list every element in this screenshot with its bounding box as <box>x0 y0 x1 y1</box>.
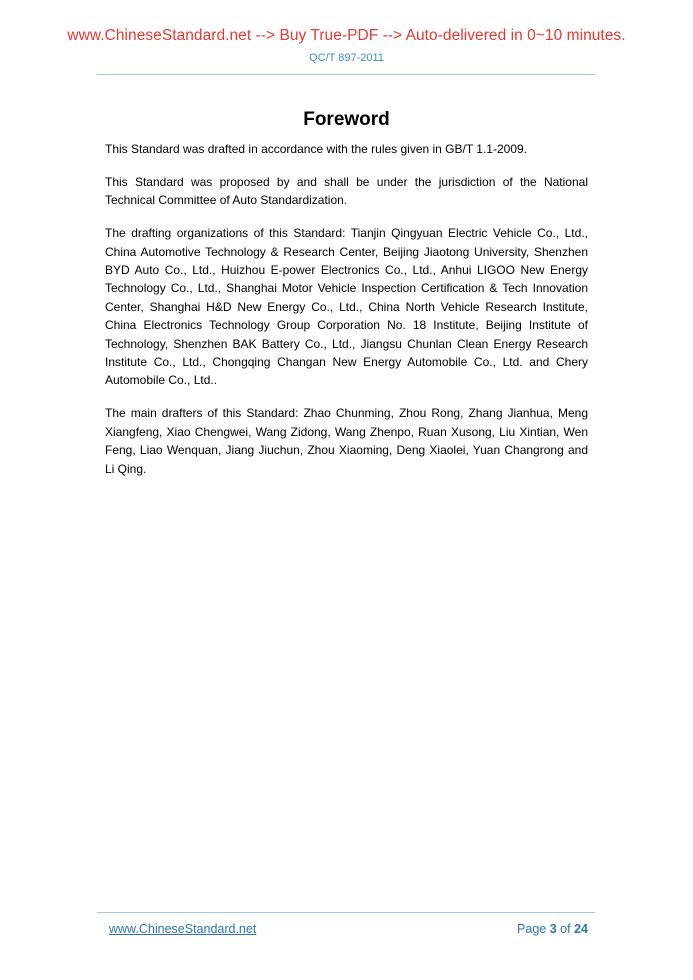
header-divider <box>97 74 595 75</box>
footer-divider <box>97 912 595 913</box>
page-word: Page <box>517 922 547 936</box>
page-of-word: of <box>560 922 571 936</box>
document-code: QC/T 897-2011 <box>309 52 384 64</box>
page-title: Foreword <box>303 108 390 130</box>
page-current: 3 <box>549 922 557 936</box>
foreword-body <box>105 140 588 493</box>
page-total: 24 <box>574 922 588 936</box>
promo-banner[interactable]: www.ChineseStandard.net --> Buy True-PDF --> Auto-delivered in 0~10 minutes. <box>67 27 626 44</box>
paragraph-drafting-rules: This Standard was drafted in accordance with the rules given in GB/T 1.1-2009. <box>105 142 528 156</box>
paragraph-drafting-organizations: The drafting organizations of this Standard: Tianjin Qingyuan Electric Vehicle Co., Ltd., China Automotive Technology & Research Center, Beijing Jiaotong University, Shenzhen BYD Auto Co., Ltd., Huizhou E-power Electronics Co., Ltd., Anhui LIGOO New Energy Technology Co., Ltd., Shanghai Motor Vehicle Inspection Certification & Tech Innovation Center, Shanghai H&D New Energy Co., Ltd., China North Vehicle Research Institute, China Electronics Technology Group Corporation No. 18 Institute, Beijing Institute of Technology, Shenzhen BAK Battery Co., Ltd., Jiangsu Chunlan Clean Energy Research Institute Co., Ltd., Chongqing Changan New Energy Automobile Co., Ltd. and Chery Automobile Co., Ltd.. <box>105 226 588 388</box>
page-number <box>517 922 588 936</box>
paragraph-main-drafters: The main drafters of this Standard: Zhao Chunming, Zhou Rong, Zhang Jianhua, Meng Xiangfeng, Xiao Chengwei, Wang Zidong, Wang Zhenpo, Ruan Xusong, Liu Xintian, Wen Feng, Liao Wenquan, Jiang Jiuchun, Zhou Xiaoming, Deng Xiaolei, Yuan Changrong and Li Qing. <box>105 406 588 476</box>
footer-website-link[interactable]: www.ChineseStandard.net <box>109 922 257 936</box>
paragraph-jurisdiction: This Standard was proposed by and shall be under the jurisdiction of the National Technical Committee of Auto Standardization. <box>105 174 588 208</box>
